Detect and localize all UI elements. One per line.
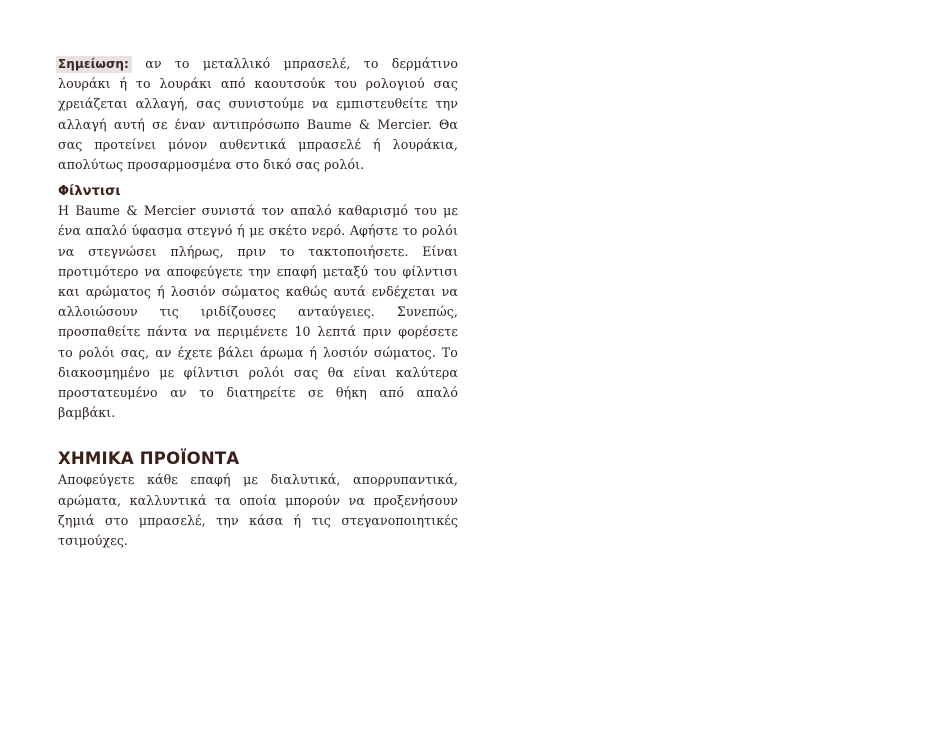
text-column [58,54,458,551]
chemicals-paragraph: Αποφεύγετε κάθε επαφή με διαλυτικά, απορρυπαντικά, αρώματα, καλλυντικά τα οποία μπορούν να προξενήσουν ζημιά στο μπρασελέ, την κάσα ή τις στεγανοποιητικές τσιμούχες. [58,472,458,549]
note-label: Σημείωση: [56,56,132,73]
filtisi-heading: Φίλντισι [58,184,121,200]
note-text: αν το μεταλλικό μπρασελέ, το δερμάτινο λουράκι ή το λουράκι από καουτσούκ του ρολογιού σας χρειάζεται αλλαγή, σας συνιστούμε να εμπιστευθείτε την αλλαγή αυτή σε έναν αντιπρόσωπο Baume & Mercier. Θα σας προτείνει μόνον αυθεντικά μπρασελέ ή λουράκια, απολύτως προσαρμοσμένα στο δικό σας ρολόι. [58,56,459,173]
chemicals-heading: ΧΗΜΙΚΑ ΠΡΟΪΟΝΤΑ [58,449,240,469]
note-paragraph [58,54,458,175]
filtisi-paragraph: Η Baume & Mercier συνιστά τον απαλό καθαρισμό του με ένα απαλό ύφασμα στεγνό ή με σκέτο νερό. Αφήστε το ρολόι να στεγνώσει πλήρως, πριν το τακτοποιήσετε. Είναι προτιμότερο να αποφεύγετε την επαφή μεταξύ του φίλντισι και αρώματος ή λοσιόν σώματος καθώς αυτά ενδέχεται να αλλοιώσουν τις ιριδίζουσες ανταύγειες. Συνεπώς, προσπαθείτε πάντα να περιμένετε 10 λεπτά πριν φορέσετε το ρολόι σας, αν έχετε βάλει άρωμα ή λοσιόν σώματος. Το διακοσμημένο με φίλντισι ρολόι σας θα είναι καλύτερα προστατευμένο αν το διατηρείτε σε θήκη από απαλό βαμβάκι. [58,203,458,421]
